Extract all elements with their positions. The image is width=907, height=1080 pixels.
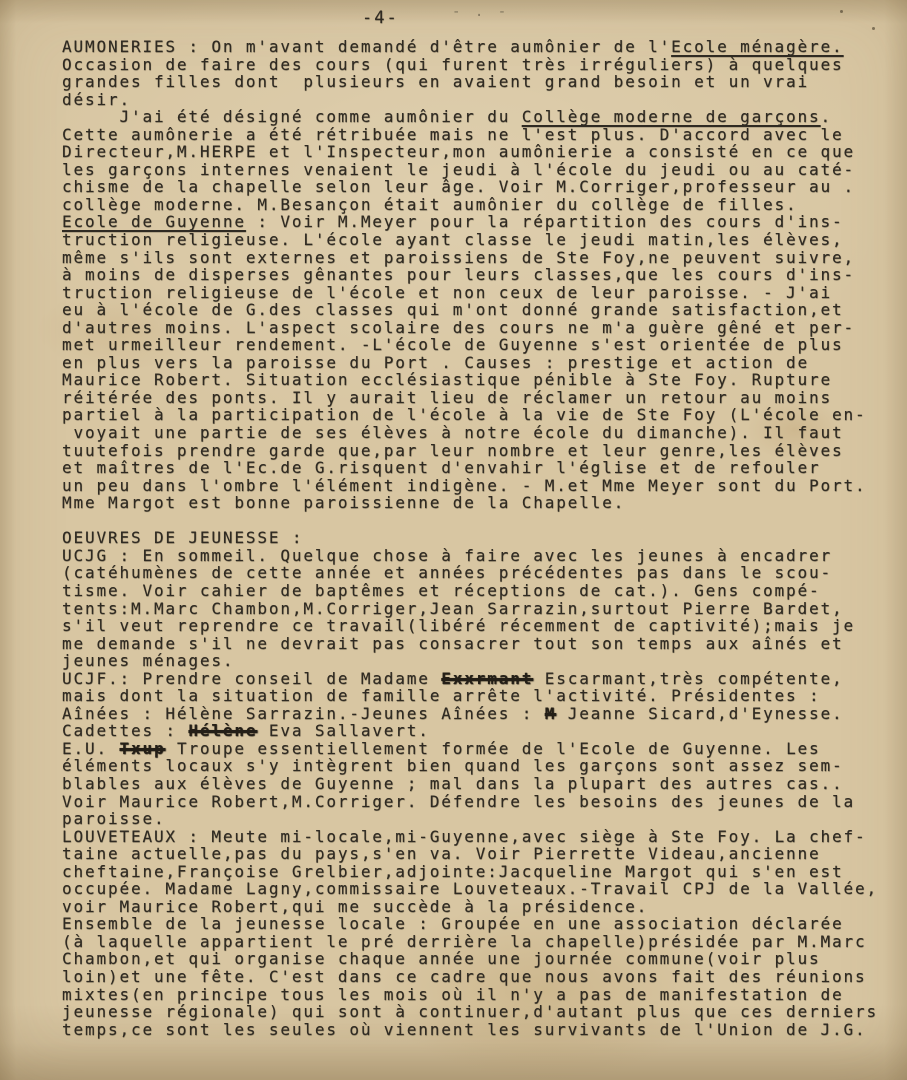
text-line: en plus vers la paroisse du Port . Causes : prestige et action de: [62, 352, 810, 372]
text-line: à moins de disperses gênantes pour leurs classes,que les cours d'ins-: [62, 265, 856, 285]
text-line: UCJG : En sommeil. Quelque chose à faire avec les jeunes à encadrer: [62, 545, 833, 565]
text-line: même s'ils sont externes et paroissiens de Ste Foy,ne peuvent suivre,: [62, 247, 856, 267]
text-line: tisme. Voir cahier de baptêmes et réceptions de cat.). Gens compé-: [62, 580, 821, 600]
text-line: cheftaine,Françoise Grelbier,adjointe:Jacqueline Margot qui s'en est: [62, 861, 844, 881]
ink-speck: [872, 27, 875, 30]
text-line: E.U. Txup Troupe essentiellement formée de l'Ecole de Guyenne. Les: [62, 738, 821, 758]
text-line: voir Maurice Robert,qui me succède à la présidence.: [62, 896, 649, 916]
text-line: Directeur,M.HERPE et l'Inspecteur,mon aumônierie a consisté en ce que: [62, 142, 856, 162]
text-line: jeunesse régionale) qui sont à continuer,d'autant plus que ces derniers: [62, 1002, 878, 1022]
text-line: Aînées : Hélène Sarrazin.-Jeunes Aînées : M Jeanne Sicard,d'Eynesse.: [62, 703, 844, 723]
text-line: Cette aumônerie a été rétribuée mais ne l'est plus. D'accord avec le: [62, 124, 844, 144]
text-line: Mme Margot est bonne paroissienne de la Chapelle.: [62, 493, 626, 513]
page-number: -4-: [362, 8, 399, 28]
text-line: Ensemble de la jeunesse locale : Groupée en une association déclarée: [62, 914, 844, 934]
text-line: tuutefois prendre garde que,par leur nombre et leur genre,les élèves: [62, 440, 844, 460]
text-line: éléments locaux s'y intègrent bien quand les garçons sont assez sem-: [62, 756, 844, 776]
text-line: taine actuelle,pas du pays,s'en va. Voir Pierrette Videau,ancienne: [62, 844, 821, 864]
text-line: tents:M.Marc Chambon,M.Corriger,Jean Sarrazin,surtout Pierre Bardet,: [62, 598, 844, 618]
text-body: [62, 38, 882, 1038]
text-line: met urmeilleur rendement. -L'école de Guyenne s'est orientée de plus: [62, 335, 844, 355]
text-line: paroisse.: [62, 809, 166, 829]
text-line: désir.: [62, 89, 131, 109]
text-line: collège moderne. M.Besançon était aumônier du collège de filles.: [62, 194, 798, 214]
text-line: truction religieuse de l'école et non ceux de leur paroisse. - J'ai: [62, 282, 833, 302]
text-line: temps,ce sont les seules où viennent les survivants de l'Union de J.G.: [62, 1019, 867, 1039]
text-line: partiel à la participation de l'école à la vie de Ste Foy (L'école en-: [62, 405, 867, 425]
text-line: truction religieuse. L'école ayant classe le jeudi matin,les élèves,: [62, 230, 844, 250]
text-line: mais dont la situation de famille arrête l'activité. Présidentes :: [62, 686, 821, 706]
text-line: les garçons internes venaient le jeudi à l'école du jeudi ou au caté-: [62, 159, 856, 179]
text-line: voyait une partie de ses élèves à notre école du dimanche). Il faut: [62, 423, 844, 443]
text-line: d'autres moins. L'aspect scolaire des cours ne m'a guère gêné et per-: [62, 317, 856, 337]
text-line: s'il veut reprendre ce travail(libéré récemment de captivité);mais je: [62, 616, 856, 636]
text-line: un peu dans l'ombre l'élément indigène. - M.et Mme Meyer sont du Port.: [62, 475, 867, 495]
text-line: eu à l'école de G.des classes qui m'ont donné grande satisfaction,et: [62, 300, 844, 320]
text-line: mixtes(en principe tous les mois où il n'y a pas de manifestation de: [62, 984, 844, 1004]
text-line: Occasion de faire des cours (qui furent très irréguliers) à quelques: [62, 54, 844, 74]
text-line: Maurice Robert. Situation ecclésiastique pénible à Ste Foy. Rupture: [62, 370, 833, 390]
text-line: occupée. Madame Lagny,commissaire Louveteaux.-Travail CPJ de la Vallée,: [62, 879, 878, 899]
text-line: grandes filles dont plusieurs en avaient grand besoin et un vrai: [62, 72, 810, 92]
text-line: LOUVETEAUX : Meute mi-locale,mi-Guyenne,avec siège à Ste Foy. La chef-: [62, 826, 867, 846]
text-line: jeunes ménages.: [62, 651, 235, 671]
text-line: me demande s'il ne devrait pas consacrer tout son temps aux aînés et: [62, 633, 844, 653]
text-line: blables aux élèves de Guyenne ; mal dans la plupart des autres cas..: [62, 773, 844, 793]
text-line: (catéhumènes de cette année et années précédentes pas dans le scou-: [62, 563, 833, 583]
text-line: [62, 512, 882, 530]
text-line: réitérée des ponts. Il y aurait lieu de réclamer un retour au moins: [62, 387, 833, 407]
text-line: OEUVRES DE JEUNESSE :: [62, 528, 304, 548]
ink-speck: [840, 10, 843, 13]
header-stray-marks: - . -: [452, 4, 510, 20]
text-line: UCJF.: Prendre conseil de Madame Exxrmant Escarmant,très compétente,: [62, 668, 844, 688]
text-line: loin)et une fête. C'est dans ce cadre que nous avons fait des réunions: [62, 966, 867, 986]
text-line: AUMONERIES : On m'avant demandé d'être aumônier de l'Ecole ménagère.: [62, 37, 844, 56]
text-line: chisme de la chapelle selon leur âge. Voir M.Corriger,professeur au .: [62, 177, 856, 197]
text-line: Ecole de Guyenne : Voir M.Meyer pour la répartition des cours d'ins-: [62, 212, 844, 232]
text-line: Voir Maurice Robert,M.Corriger. Défendre les besoins des jeunes de la: [62, 791, 856, 811]
text-line: Chambon,et qui organise chaque année une journée commune(voir plus: [62, 949, 821, 969]
text-line: J'ai été désigné comme aumônier du Collège moderne de garçons.: [62, 107, 833, 127]
text-line: Cadettes : Hélène Eva Sallavert.: [62, 721, 430, 741]
text-line: (à laquelle appartient le pré derrière la chapelle)présidée par M.Marc: [62, 931, 867, 951]
text-line: et maîtres de l'Ec.de G.risquent d'envahir l'église et de refouler: [62, 458, 821, 478]
